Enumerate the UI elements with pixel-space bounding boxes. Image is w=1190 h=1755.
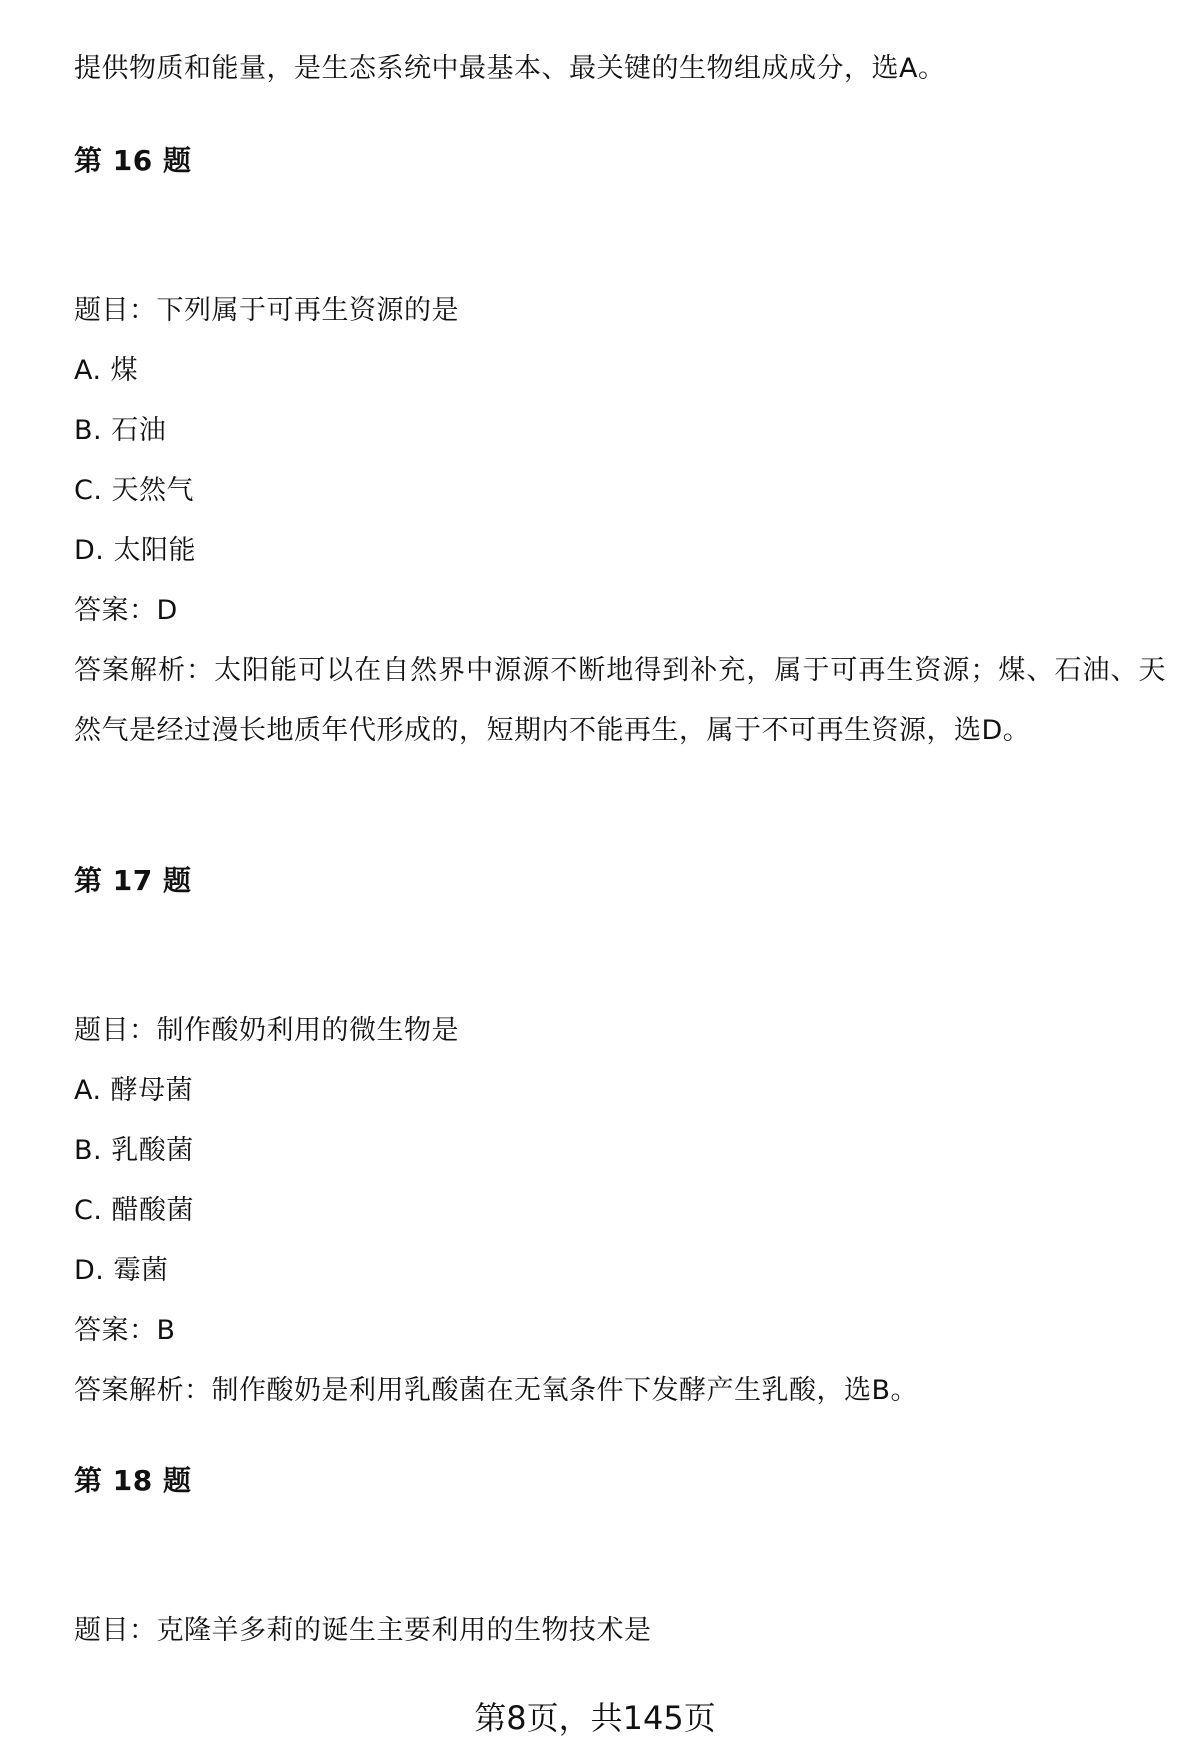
question-18-prompt: 题目：克隆羊多莉的诞生主要利用的生物技术是 (74, 1615, 652, 1646)
question-16-prompt: 题目：下列属于可再生资源的是 (74, 295, 459, 326)
question-16-option-d: D. 太阳能 (74, 535, 196, 566)
question-17-option-b: B. 乳酸菌 (74, 1135, 194, 1166)
question-17-answer: 答案：B (74, 1315, 176, 1346)
question-18-heading: 第 18 题 (74, 1464, 192, 1497)
question-16-analysis: 答案解析：太阳能可以在自然界中源源不断地得到补充，属于可再生资源；煤、石油、天然气是经过漫长地质年代形成的，短期内不能再生，属于不可再生资源，选D。 (74, 655, 1166, 746)
intro-text: 提供物质和能量，是生态系统中最基本、最关键的生物组成成分，选A。 (74, 53, 946, 84)
page-number-footer: 第8页，共145页 (474, 1699, 716, 1737)
question-16-option-c: C. 天然气 (74, 475, 195, 506)
question-17-heading: 第 17 题 (74, 864, 192, 897)
question-16-heading: 第 16 题 (74, 144, 192, 177)
question-16-answer: 答案：D (74, 595, 178, 626)
question-17-option-c: C. 醋酸菌 (74, 1195, 195, 1226)
question-16-option-b: B. 石油 (74, 415, 167, 446)
question-16-option-a: A. 煤 (74, 355, 139, 386)
question-17-prompt: 题目：制作酸奶利用的微生物是 (74, 1015, 459, 1046)
question-17-analysis: 答案解析：制作酸奶是利用乳酸菌在无氧条件下发酵产生乳酸，选B。 (74, 1375, 919, 1406)
question-17-option-a: A. 酵母菌 (74, 1075, 194, 1106)
question-17-option-d: D. 霉菌 (74, 1255, 169, 1286)
